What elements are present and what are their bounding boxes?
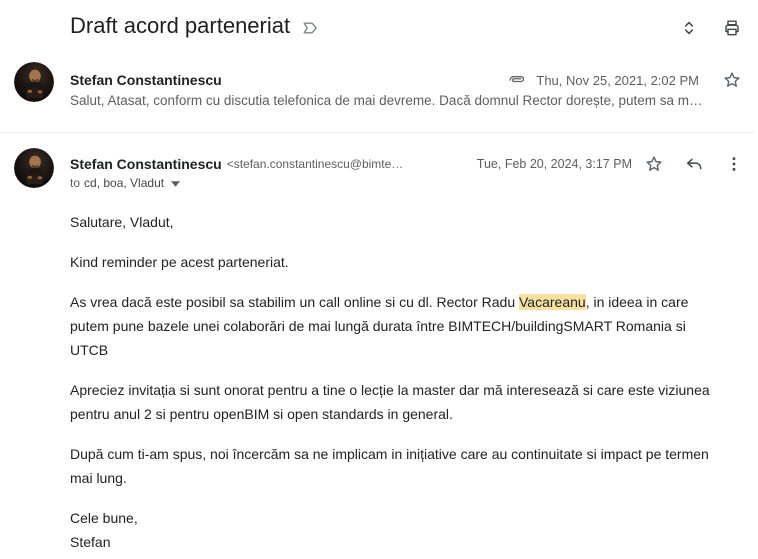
label-icon	[300, 18, 320, 38]
more-options-button[interactable]	[718, 148, 750, 180]
recipients-list: cd, boa, Vladut	[84, 176, 165, 190]
message-snippet: Salut, Atasat, conform cu discutia telefonica de mai devreme. Dacă domnul Rector dorește, putem sa m…	[70, 93, 703, 108]
body-text: , in ideea in care putem pune bazele unei colaborări de mai lungă durata între BIMTECH/buildingSMART Romania si UTCB	[70, 294, 689, 358]
body-signature	[70, 506, 718, 554]
expand-all-icon	[679, 18, 699, 38]
print-icon	[722, 18, 742, 38]
body-paragraph: După cum ti-am spus, noi încercăm sa ne implicam in inițiative care au continuitate si impact pe termen mai lung.	[70, 446, 709, 486]
body-paragraph	[70, 290, 718, 362]
reply-icon	[684, 154, 704, 174]
search-highlighted-text: Vacareanu	[519, 294, 586, 310]
collapsed-message-row[interactable]	[0, 58, 758, 132]
reply-button[interactable]	[678, 148, 710, 180]
star-icon	[722, 70, 742, 90]
sender-name: Stefan Constantinescu	[70, 156, 222, 172]
sender-name: Stefan Constantinescu	[70, 72, 222, 88]
message-divider	[0, 132, 755, 133]
expand-all-button[interactable]	[673, 12, 705, 44]
body-text: As vrea dacă este posibil sa stabilim un call online si cu dl. Rector Radu	[70, 294, 519, 310]
print-button[interactable]	[716, 12, 748, 44]
body-paragraph: Kind reminder pe acest parteneriat.	[70, 254, 289, 270]
message-date: Thu, Nov 25, 2021, 2:02 PM	[536, 72, 699, 88]
body-paragraph: Apreciez invitația si sunt onorat pentru a tine o lecție la master dar mă interesează si care este viziunea pentru anul 2 si pentru openBIM si open standards in general.	[70, 382, 710, 422]
star-button[interactable]	[638, 148, 670, 180]
recipients-dropdown-icon	[171, 181, 180, 187]
thread-subject: Draft acord parteneriat	[70, 13, 291, 38]
thread-header	[0, 0, 758, 56]
star-icon	[644, 154, 664, 174]
body-paragraph: Salutare, Vladut,	[70, 214, 174, 230]
sender-avatar	[14, 62, 54, 102]
paperclip-icon	[507, 70, 527, 90]
more-vert-icon	[724, 154, 744, 174]
recipients-toggle[interactable]	[70, 176, 180, 190]
closing-text: Cele bune,	[70, 510, 138, 526]
message-date: Tue, Feb 20, 2024, 3:17 PM	[476, 157, 632, 171]
star-button[interactable]	[716, 64, 748, 96]
expanded-message	[0, 140, 758, 559]
sender-avatar	[14, 148, 54, 188]
signature-text: Stefan	[70, 534, 111, 550]
sender-email: <stefan.constantinescu@bimte…	[226, 157, 404, 171]
to-label: to	[70, 176, 81, 190]
message-body	[70, 210, 718, 554]
